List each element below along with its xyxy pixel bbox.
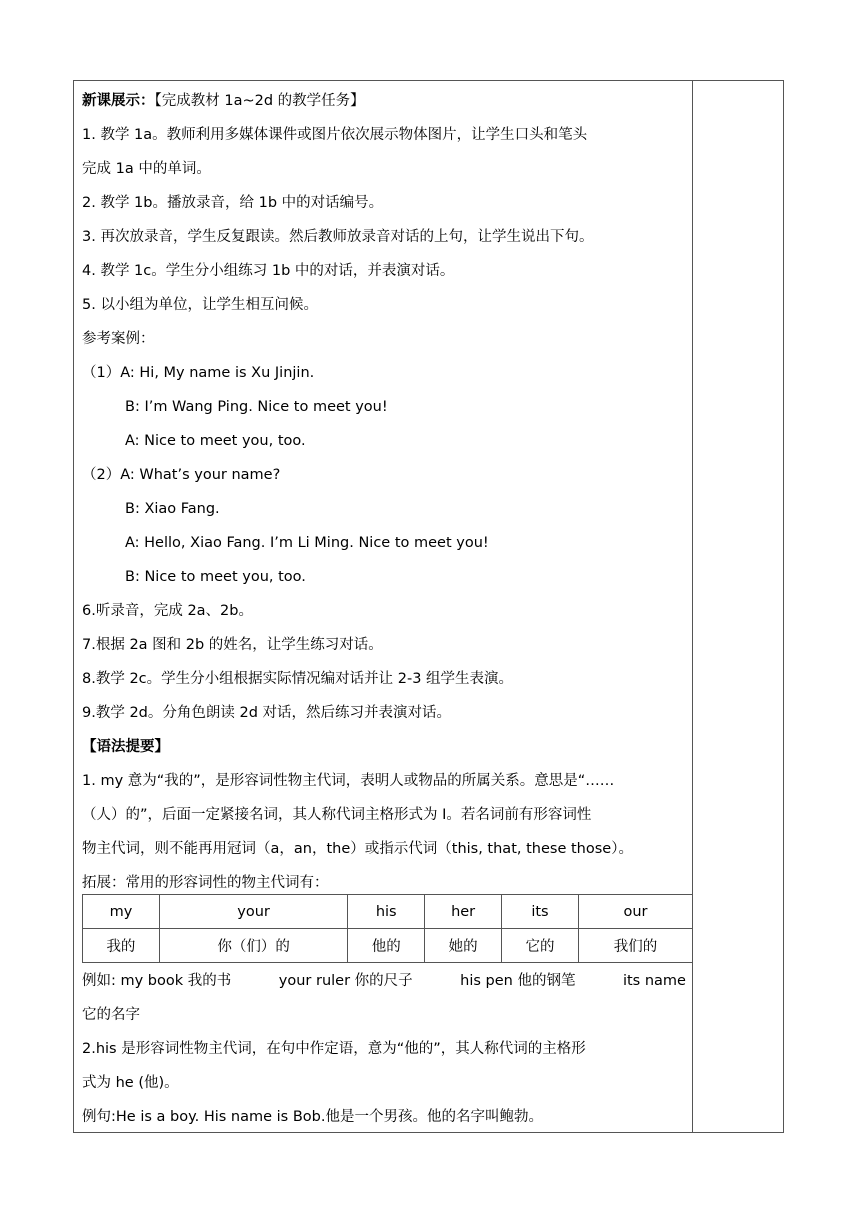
possessive-pronoun-table: [82, 894, 693, 963]
table-row: [83, 929, 693, 963]
step-line: 1. 教学 1a。教师利用多媒体课件或图片依次展示物体图片，让学生口头和笔头: [82, 127, 588, 143]
dialog1-line: （1）A: Hi, My name is Xu Jinjin.: [82, 365, 315, 381]
table-cell: 你（们）的: [159, 929, 347, 963]
table-cell: your: [159, 895, 347, 929]
example-sentence: 例句:He is a boy. His name is Bob.他是一个男孩。他的名字叫鲍勃。: [82, 1109, 543, 1125]
table-cell: 它的: [502, 929, 579, 963]
table-cell: my: [83, 895, 160, 929]
grammar-paragraph-line: 式为 he (他)。: [82, 1075, 179, 1091]
reference-label: 参考案例：: [82, 331, 155, 347]
grammar-paragraph-line: 物主代词，则不能再用冠词（a，an，the）或指示代词（this, that, these those）。: [82, 841, 633, 857]
table-cell: our: [578, 895, 692, 929]
table-cell: its: [502, 895, 579, 929]
table-cell: her: [425, 895, 502, 929]
example-item: his pen 他的钢笔: [460, 973, 576, 989]
step-line: 4. 教学 1c。学生分小组练习 1b 中的对话，并表演对话。: [82, 263, 455, 279]
step-line: 8.教学 2c。学生分小组根据实际情况编对话并让 2-3 组学生表演。: [82, 671, 514, 687]
table-cell: his: [348, 895, 425, 929]
example-item: 例如: my book 我的书: [82, 973, 232, 989]
step-line: 5. 以小组为单位，让学生相互问候。: [82, 297, 318, 313]
example-item: your ruler 你的尺子: [278, 973, 413, 989]
examples-continuation: 它的名字: [82, 1007, 140, 1023]
dialog2-line: A: Hello, Xiao Fang. I’m Li Ming. Nice to meet you!: [125, 535, 489, 551]
dialog2-line: B: Xiao Fang.: [125, 501, 220, 517]
step-line: 3. 再次放录音，学生反复跟读。然后教师放录音对话的上句，让学生说出下句。: [82, 229, 594, 245]
dialog1-line: B: I’m Wang Ping. Nice to meet you!: [125, 399, 388, 415]
step-line: 7.根据 2a 图和 2b 的姓名，让学生练习对话。: [82, 637, 383, 653]
examples-block: [82, 964, 686, 1134]
step-line: 2. 教学 1b。播放录音，给 1b 中的对话编号。: [82, 195, 384, 211]
grammar-paragraph-line: （人）的”，后面一定紧接名词，其人称代词主格形式为 I。若名词前有形容词性: [82, 807, 592, 823]
new-lesson-heading: 新课展示：: [82, 93, 155, 109]
table-cell: 他的: [348, 929, 425, 963]
lesson-content: [82, 84, 686, 900]
table-cell: 我们的: [578, 929, 692, 963]
step-line: 9.教学 2d。分角色朗读 2d 对话，然后练习并表演对话。: [82, 705, 452, 721]
grammar-paragraph-line: 1. my 意为“我的”，是形容词性物主代词，表明人或物品的所属关系。意思是“……: [82, 773, 615, 789]
grammar-paragraph-line: 拓展：常用的形容词性的物主代词有：: [82, 875, 329, 891]
grammar-paragraph-line: 2.his 是形容词性物主代词，在句中作定语，意为“他的”，其人称代词的主格形: [82, 1041, 586, 1057]
step-line: 完成 1a 中的单词。: [82, 161, 211, 177]
dialog1-line: A: Nice to meet you, too.: [125, 433, 306, 449]
table-cell: 我的: [83, 929, 160, 963]
dialog2-line: B: Nice to meet you, too.: [125, 569, 306, 585]
table-cell: 她的: [425, 929, 502, 963]
step-line: 6.听录音，完成 2a、2b。: [82, 603, 253, 619]
examples-row: [82, 964, 686, 998]
new-lesson-heading-line: [82, 84, 686, 118]
new-lesson-task: 【完成教材 1a~2d 的教学任务】: [154, 93, 365, 109]
table-row: [83, 895, 693, 929]
grammar-heading: 【语法提要】: [82, 739, 169, 755]
example-item: its name: [622, 973, 686, 989]
column-divider: [692, 80, 693, 1133]
dialog2-line: （2）A: What’s your name?: [82, 467, 281, 483]
